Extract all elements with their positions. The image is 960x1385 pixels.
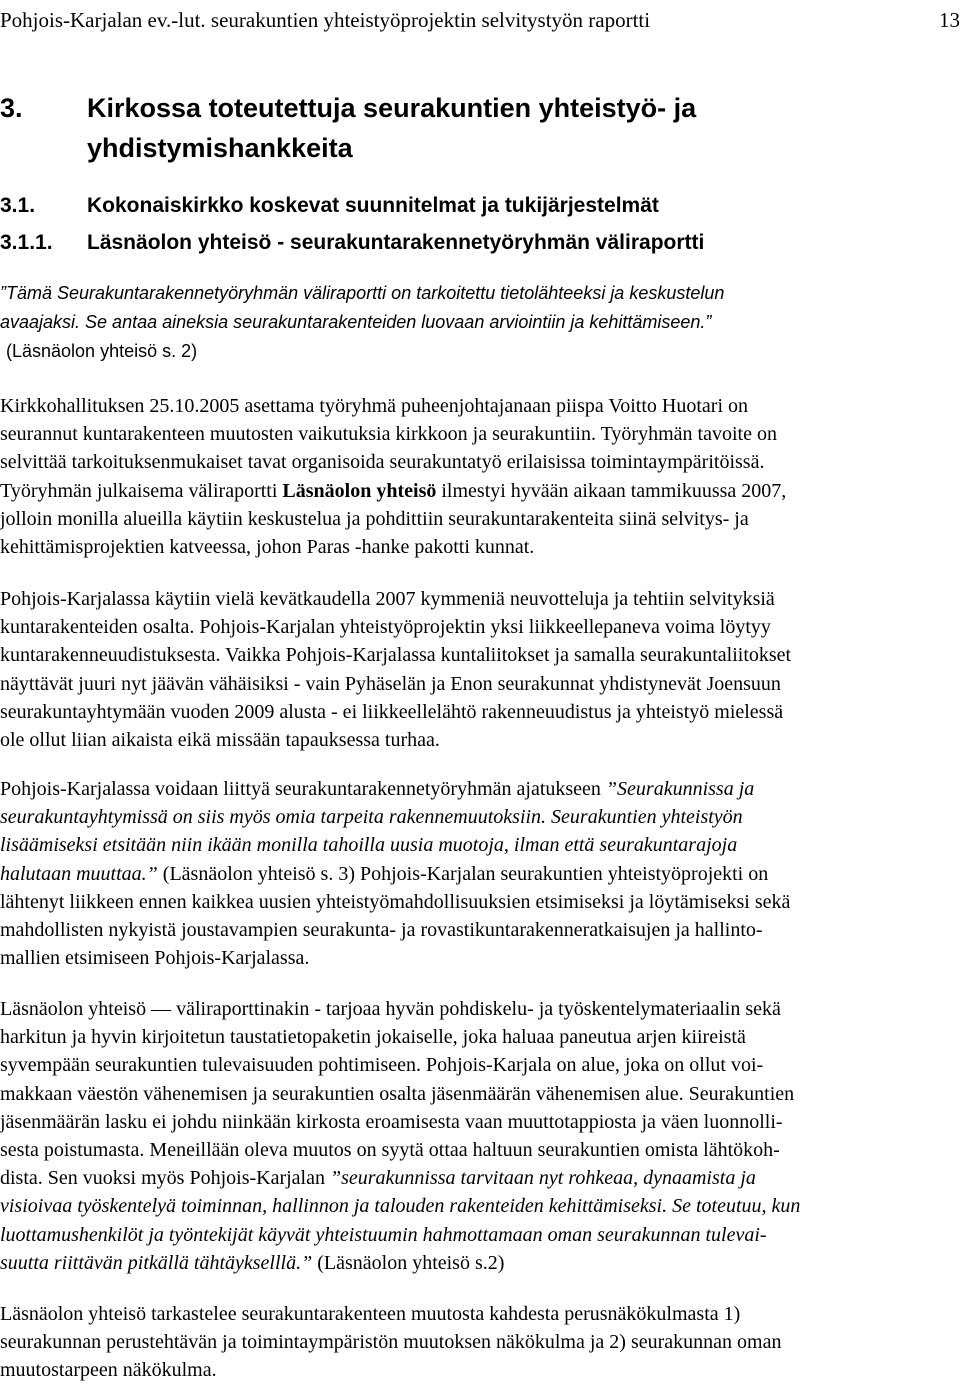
quote-run: seurakuntayhtymissä on siis myös omia tarpeita rakennemuutoksiin. Seurakuntien yhteistyön [0,806,743,829]
text-run: Työryhmän julkaisema väliraportti [0,479,283,502]
paragraph-line: kuntarakenteiden osalta. Pohjois-Karjalan yhteistyöprojektin yksi liikkeellepaneva voima löytyy [0,616,771,639]
paragraph-line: mahdollisten nykyistä joustavampien seurakunta- ja rovastikuntarakenneratkaisujen ja hallinto- [0,919,763,942]
header-title: Pohjois-Karjalan ev.-lut. seurakuntien yhteistyöprojektin selvitystyön raportti [0,8,651,32]
heading-number: 3.1. [0,194,36,217]
running-header [0,0,960,40]
paragraph-line: seurakuntayhtymään vuoden 2009 alusta - ei liikkeellelähtö rakenneuudistus ja yhteistyö mielessä [0,700,784,723]
page-number: 13 [939,8,960,32]
paragraph-line [0,775,960,803]
heading-title: Kokonaiskirkko koskevat suunnitelmat ja tukijärjestelmät [87,194,659,217]
paragraph-2 [0,585,960,754]
paragraph-line [0,477,960,505]
paragraph-line: makkaan väestön vähenemisen ja seurakuntien osalta jäsenmäärän vähenemisen alue. Seurakuntien [0,1082,795,1105]
paragraph-line: kuntarakenneuudistuksesta. Vaikka Pohjois-Karjalassa kuntaliitokset ja samalla seurakuntaliitokset [0,644,792,667]
paragraph-line [0,831,960,859]
paragraph-line: seurakunnan perustehtävän ja toimintaympäristön muutoksen näkökulma ja 2) seurakunnan oman [0,1331,782,1354]
paragraph-line: harkitun ja hyvin kirjoitetun taustatietopaketin jokaiselle, joka haluaa paneutua arjen kiireistä [0,1026,746,1049]
quote-line: ”Tämä Seurakuntarakennetyöryhmän väliraportti on tarkoitettu tietolähteeksi ja keskustelun [0,283,725,303]
paragraph-line: Läsnäolon yhteisö — väliraporttinakin - tarjoaa hyvän pohdiskelu- ja työskentelymateriaalin sekä [0,998,781,1020]
quote-source: (Läsnäolon yhteisö s. 2) [6,341,198,361]
quote-run: luottamushenkilöt ja työntekijät käyvät yhteistuumin hahmottamaan oman seurakunnan tulevai- [0,1223,767,1246]
report-title-bold: Läsnäolon yhteisö [282,479,437,502]
paragraph-3 [0,775,960,972]
quote-line: avaajaksi. Se antaa aineksia seurakuntarakenteiden luovaan arviointiin ja kehittämiseen.” [0,312,712,332]
paragraph-line: ole ollut liian aikaista eikä missään tapauksessa turhaa. [0,729,440,752]
text-run: ilmestyi hyvään aikaan tammikuussa 2007, [436,479,787,502]
paragraph-line: jolloin monilla alueilla käytiin keskustelua ja pohdittiin seurakuntarakenteita siinä selvitys- ja [0,507,749,530]
paragraph-line: Pohjois-Karjalassa käytiin vielä kevätkaudella 2007 kymmeniä neuvotteluja ja tehtiin selvityksiä [0,588,775,610]
paragraph-line: Läsnäolon yhteisö tarkastelee seurakuntarakenteen muutosta kahdesta perusnäkökulmasta 1) [0,1303,741,1325]
paragraph-line: näyttävät juuri nyt jäävän vähäisiksi - vain Pyhäselän ja Enon seurakunnat yhdistynevät Joensuun [0,672,781,695]
heading-title-line: yhdistymishankkeita [87,133,353,163]
paragraph-line: lähtenyt liikkeen ennen kaikkea uusien yhteistyömahdollisuuksien etsimiseksi ja löytämiseksi sekä [0,890,791,913]
paragraph-line [0,1249,960,1277]
quote-run: visioivaa työskentelyä toiminnan, hallinnon ja talouden rakenteiden kehittämiseksi. Se toteutuu, kun [0,1195,801,1218]
paragraph-line [0,860,960,888]
quote-run: ”Seurakunnissa ja [605,778,755,800]
paragraph-line [0,803,960,831]
text-run: (Läsnäolon yhteisö s.2) [312,1251,505,1274]
quote-run: lisäämiseksi etsitään niin ikään monilla tahoilla uusia muotoja, ilman että seurakuntarajoja [0,834,738,857]
paragraph-line: seurannut kuntarakenteen muutosten vaikutuksia kirkkoon ja seurakuntiin. Työryhmän tavoite on [0,423,777,446]
paragraph-line: Kirkkohallituksen 25.10.2005 asettama työryhmä puheenjohtajanaan piispa Voitto Huotari on [0,395,749,417]
paragraph-line: syvempään seurakuntien tulevaisuuden pohtimiseen. Pohjois-Karjala on alue, joka on ollut voi- [0,1054,764,1077]
paragraph-line: mallien etsimiseen Pohjois-Karjalassa. [0,947,310,970]
quote-run: ”seurakunnissa tarvitaan nyt rohkeaa, dynaamista ja [329,1167,756,1190]
paragraph-line: sesta poistumasta. Meneillään oleva muutos on syytä ottaa haltuun seurakuntien omista lähtökoh- [0,1139,780,1162]
paragraph-4 [0,995,960,1277]
quote-run: halutaan muuttaa.” [0,862,158,885]
text-run: Pohjois-Karjalassa voidaan liittyä seurakuntarakennetyöryhmän ajatukseen [0,778,606,800]
heading-title: Läsnäolon yhteisö - seurakuntarakennetyöryhmän väliraportti [87,231,705,254]
paragraph-line [0,1221,960,1249]
paragraph-line [0,1192,960,1220]
heading-number: 3. [0,93,23,123]
paragraph-line [0,1164,960,1192]
heading-number: 3.1.1. [0,231,53,254]
quote-run: suutta riittävän pitkällä tähtäykselllä.” [0,1251,313,1274]
heading-title-line: Kirkossa toteutettuja seurakuntien yhteistyö- ja [87,93,697,123]
heading-title [87,88,787,168]
quote-block [0,279,958,366]
paragraph-1 [0,392,960,561]
paragraph-line: selvittää tarkoituksenmukaiset tavat organisoida seurakuntatyö erilaisissa toimintaympäritöissä. [0,451,765,474]
paragraph-5 [0,1300,960,1385]
paragraph-line: kehittämisprojektien katveessa, johon Paras -hanke pakotti kunnat. [0,536,535,559]
paragraph-line: jäsenmäärän lasku ei johdu niinkään kirkosta eroamisesta vaan muuttotappiosta ja väen luonnolli- [0,1110,783,1133]
text-run: (Läsnäolon yhteisö s. 3) Pohjois-Karjalan seurakuntien yhteistyöprojekti on [157,862,769,885]
text-run: dista. Sen vuoksi myös Pohjois-Karjalan [0,1167,330,1190]
paragraph-line: muutostarpeen näkökulma. [0,1359,217,1382]
